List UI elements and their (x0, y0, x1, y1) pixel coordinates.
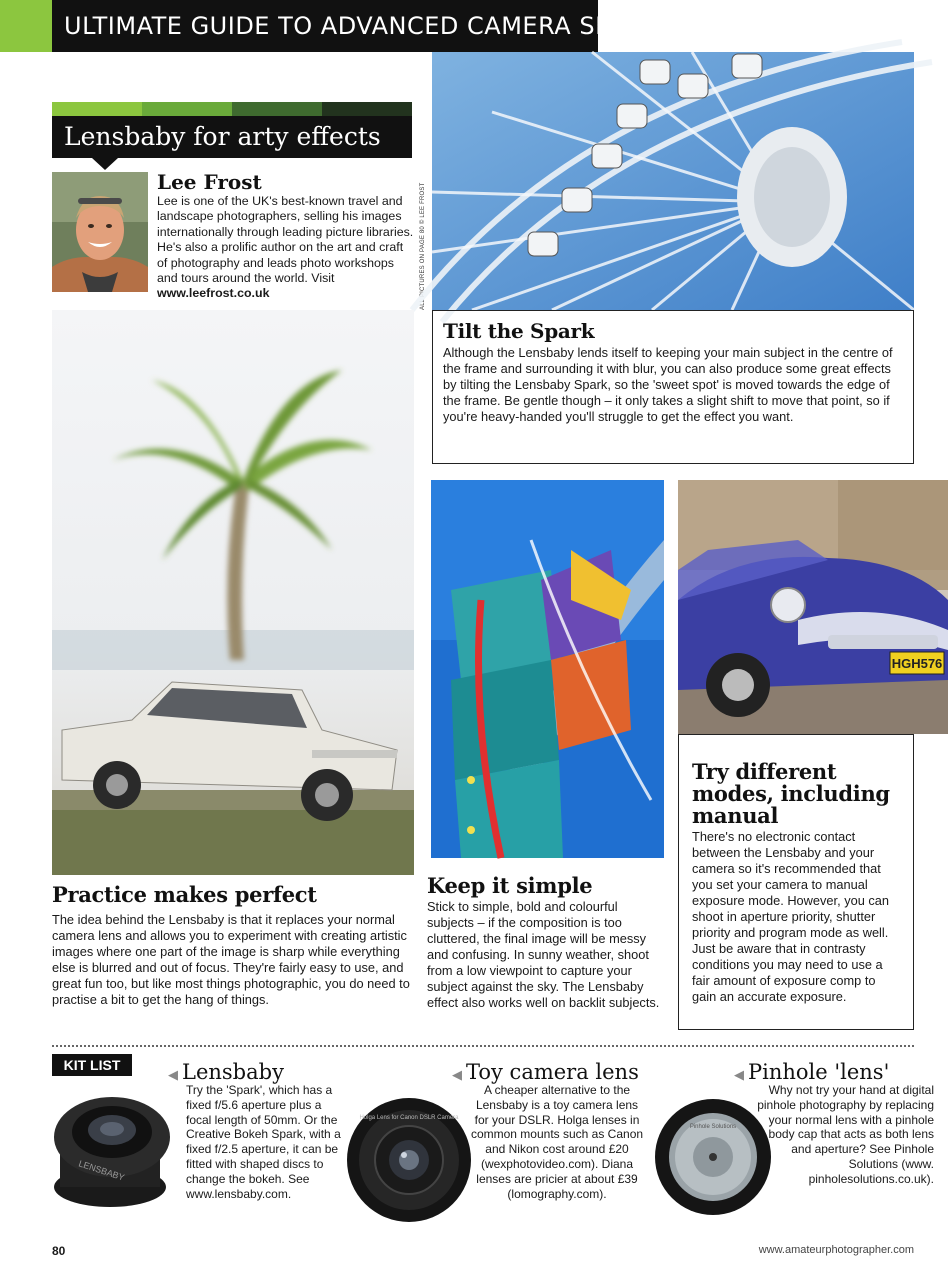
kit-item-pinhole (734, 1060, 934, 1187)
kit-title-lensbaby (168, 1060, 346, 1084)
tip-body-simple: Stick to simple, bold and colourful subjects – if the composition is too cluttered, the final image will be messy and confusing. In sunny weather, shoot from a low viewpoint to capture your subject against the sky. The Lensbaby effect also works well on backlit subjects. (427, 899, 660, 1010)
kit-list-label: KIT LIST (52, 1054, 132, 1076)
tip-practice (52, 882, 414, 1008)
kit-body-lensbaby: Try the 'Spark', which has a fixed f/5.6 aperture plus a focal length of 50mm. Or the Creative Bokeh Spark, with a fixed f/2.5 aperture, it can be fitted with shaped discs to change the bokeh. See www.lensbaby.com. (186, 1083, 341, 1201)
page-number: 80 (52, 1244, 66, 1258)
tip-title-tilt: Tilt the Spark (443, 319, 595, 343)
section-stripes (52, 102, 412, 116)
tip-box-modes (678, 734, 914, 1030)
tip-box-tilt (432, 310, 914, 464)
kit-item-toy-lens (452, 1060, 652, 1201)
kit-body-toy-lens: A cheaper alternative to the Lensbaby is a toy camera lens for your DSLR. Holga lenses in common mounts such as Canon and Nikon cost around £20 (wexphotovideo.com). Diana lenses are pricier at about £39 (lomography.com). (470, 1083, 644, 1201)
lensbaby-product-image (40, 1082, 180, 1212)
triangle-left-icon: ◀ (452, 1068, 462, 1083)
footer-url[interactable]: www.amateurphotographer.com (758, 1244, 914, 1256)
fairground-ride-photo (431, 480, 664, 858)
tip-body-modes: There's no electronic contact between the Lensbaby and your camera so it's recommended that you set your camera to manual exposure mode. However, you can shoot in aperture priority, shutter priority and program mode as well. Just be aware that in contrasty conditions you may need to use a fair amount of exposure comp to gain an accurate exposure. (692, 829, 890, 1004)
section-title: Lensbaby for arty effects (52, 116, 412, 158)
kit-title-toy-lens (452, 1060, 652, 1084)
kit-title-lensbaby-text: Lensbaby (182, 1060, 284, 1084)
palm-tree-car-photo (52, 310, 414, 875)
ferris-wheel-photo (432, 52, 914, 310)
section-title-pointer (92, 158, 118, 170)
tip-body-practice: The idea behind the Lensbaby is that it replaces your normal camera lens and allows you to experiment with creating artistic images where one part of the image is sharp while everything else is blurred and out of focus. They're fairly easy to use, and great fun too, but like most things photographic, you do need to practise a bit to get the hang of things. (52, 912, 410, 1007)
kit-body-pinhole: Why not try your hand at digital pinhole photography by replacing your normal lens with a pinhole body cap that acts as both lens and aperture? See Pinhole Solutions (www. pinholesolutions.co.uk). (757, 1083, 934, 1186)
lensbaby-engraving: LENSBABY (77, 1158, 126, 1183)
tip-title-simple: Keep it simple (427, 873, 593, 898)
tip-title-modes: Try different modes, including manual (692, 759, 890, 828)
header-accent (0, 0, 52, 52)
photo-credit-text: ALL PICTURES ON PAGE 80 © LEE FROST (420, 182, 426, 310)
kit-title-pinhole-text: Pinhole 'lens' (748, 1060, 890, 1084)
kit-item-lensbaby (168, 1060, 346, 1201)
tip-body-tilt: Although the Lensbaby lends itself to keeping your main subject in the centre of the frame and surrounding it with blur, you can also produce some great effects by tilting the Lensbaby Spark, so the 'sweet spot' is moved towards the edge of the frame. Be gentle though – it only takes a slight shift to move that point, so if you're heavy-handed you'll struggle to get the effect you want. (443, 345, 893, 424)
tip-title-practice: Practice makes perfect (52, 882, 317, 907)
kit-title-pinhole (734, 1060, 934, 1084)
tip-simple (427, 873, 667, 1011)
author-avatar (52, 172, 148, 292)
triangle-left-icon: ◀ (734, 1068, 744, 1083)
purple-car-photo (678, 480, 948, 734)
author-name: Lee Frost (157, 170, 262, 194)
page-header: ULTIMATE GUIDE TO ADVANCED CAMERA SKILLS (52, 0, 598, 52)
kit-title-toy-lens-text: Toy camera lens (466, 1060, 639, 1084)
holga-lens-engraving: Holga Lens for Canon DSLR Camera (359, 1115, 459, 1121)
author-website-link[interactable]: www.leefrost.co.uk (157, 286, 270, 301)
kit-divider (52, 1045, 914, 1047)
author-bio-text: Lee is one of the UK's best-known travel and landscape photographers, selling his images internationally through leading picture libraries. He's also a prolific author on the art and craft of photography and leads photo workshops and tours around the world. Visit (157, 194, 414, 286)
triangle-left-icon: ◀ (168, 1068, 178, 1083)
author-bio (157, 194, 415, 302)
pinhole-cap-engraving: Pinhole Solutions (689, 1124, 737, 1130)
license-plate-text: HGH576 (891, 656, 943, 671)
